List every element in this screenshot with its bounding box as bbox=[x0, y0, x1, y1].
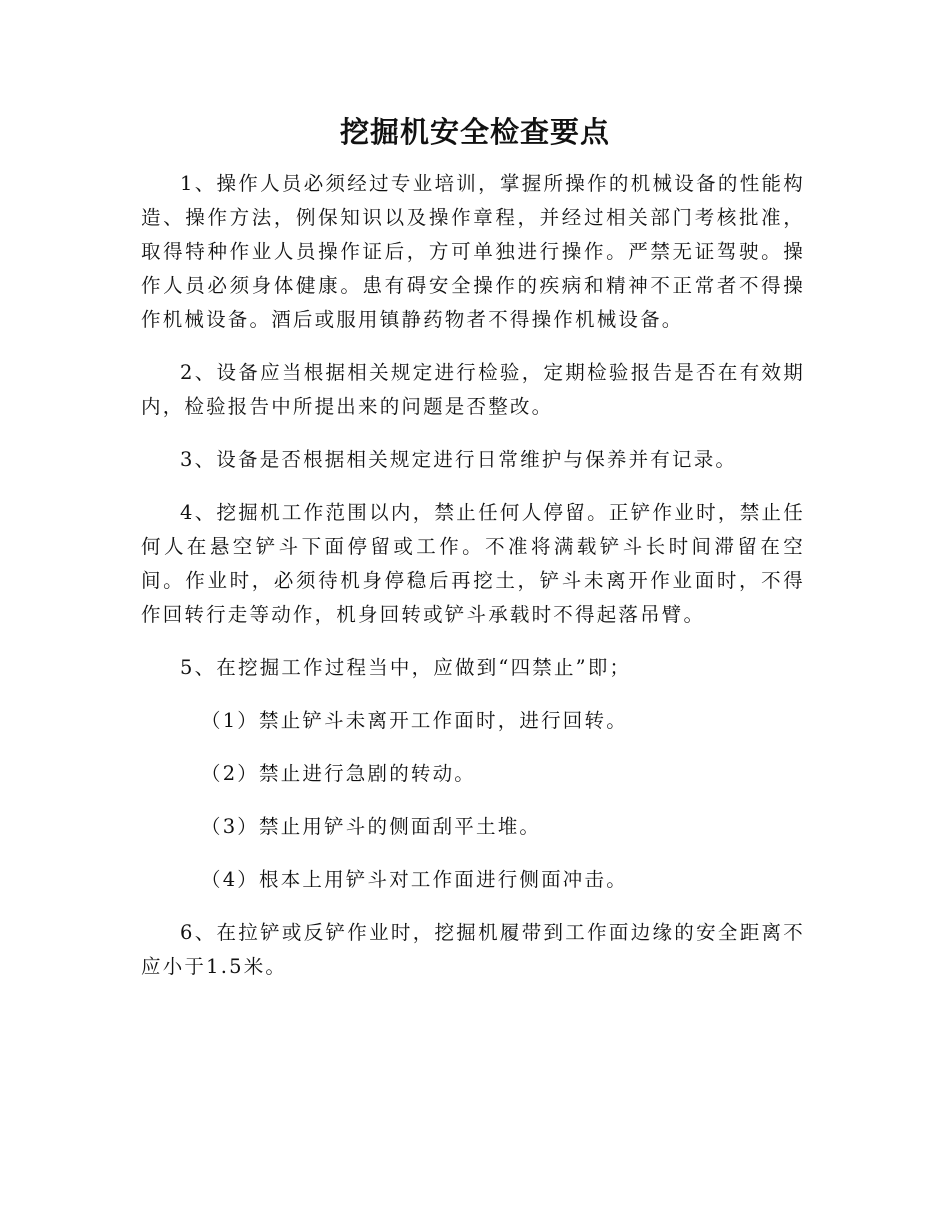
sub-item-1: （1）禁止铲斗未离开工作面时，进行回转。 bbox=[201, 709, 628, 732]
paragraph-5: 5、在挖掘工作过程当中，应做到“四禁止”即； bbox=[180, 656, 632, 679]
sub-item-2: （2）禁止进行急剧的转动。 bbox=[201, 762, 477, 785]
document-body bbox=[141, 167, 805, 984]
paragraph-4: 4、挖掘机工作范围以内，禁止任何人停留。正铲作业时，禁止任何人在悬空铲斗下面停留或工作。不准将满载铲斗长时间滞留在空间。作业时，必须待机身停稳后再挖土，铲斗未离开作业面时，不得作回转行走等动作，机身回转或铲斗承载时不得起落吊臂。 bbox=[141, 501, 805, 626]
paragraph-1: 1、操作人员必须经过专业培训，掌握所操作的机械设备的性能构造、操作方法，例保知识以及操作章程，并经过相关部门考核批准，取得特种作业人员操作证后，方可单独进行操作。严禁无证驾驶。操作人员必须身体健康。患有碍安全操作的疾病和精神不正常者不得操作机械设备。酒后或服用镇静药物者不得操作机械设备。 bbox=[141, 172, 805, 331]
paragraph-3: 3、设备是否根据相关规定进行日常维护与保养并有记录。 bbox=[180, 448, 738, 471]
paragraph-2: 2、设备应当根据相关规定进行检验，定期检验报告是否在有效期内，检验报告中所提出来的问题是否整改。 bbox=[141, 361, 805, 418]
sub-item-3: （3）禁止用铲斗的侧面刮平土堆。 bbox=[201, 815, 542, 838]
page-title: 挖掘机安全检查要点 bbox=[339, 115, 610, 149]
paragraph-6: 6、在拉铲或反铲作业时，挖掘机履带到工作面边缘的安全距离不应小于1.5米。 bbox=[141, 921, 805, 978]
sub-item-4: （4）根本上用铲斗对工作面进行侧面冲击。 bbox=[201, 868, 628, 891]
